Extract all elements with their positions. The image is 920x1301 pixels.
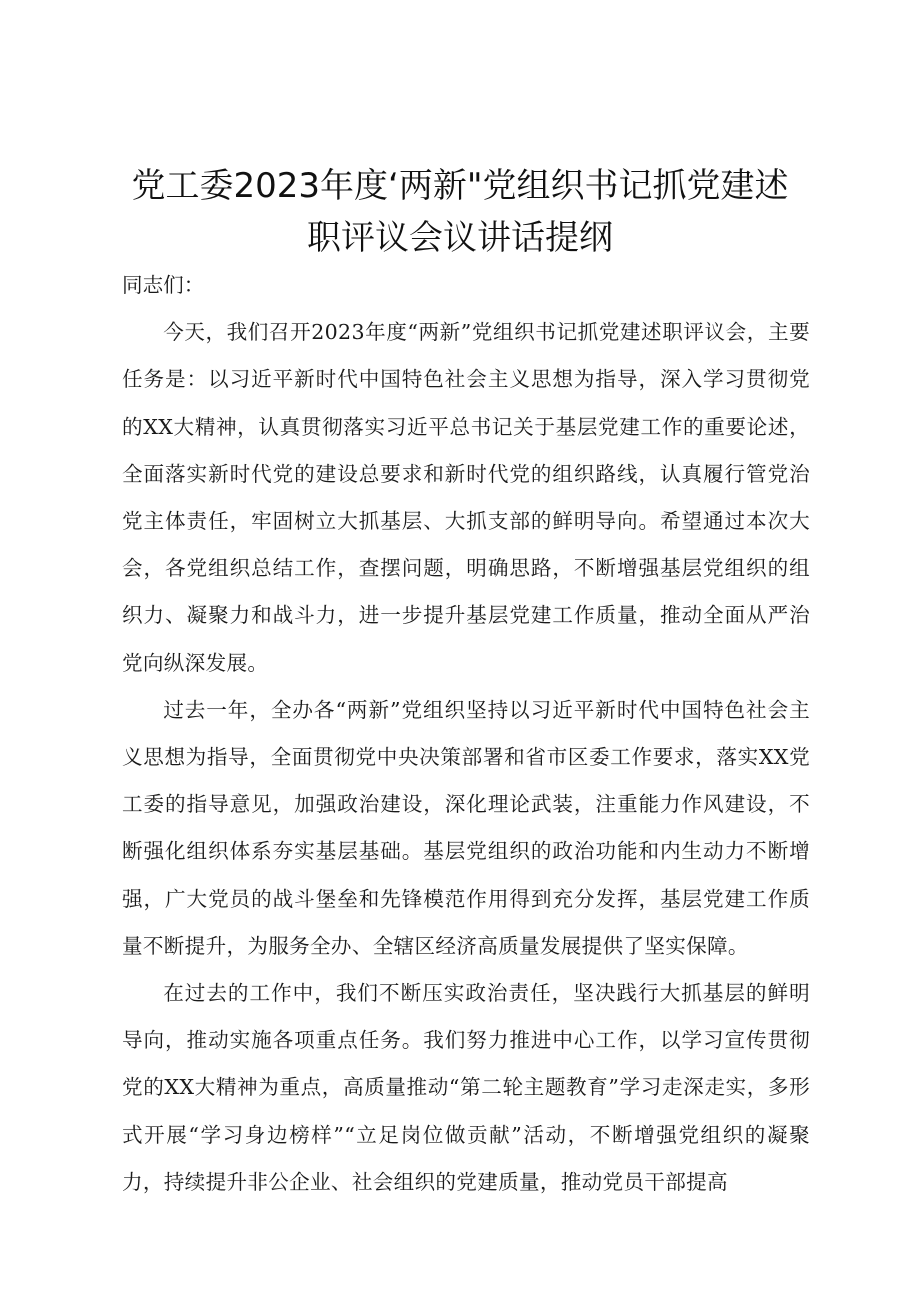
paragraph-3: 在过去的工作中，我们不断压实政治责任，坚决践行大抓基层的鲜明导向，推动实施各项重点任务。我们努力推进中心工作，以学习宣传贯彻党的XX大精神为重点，高质量推动“第二轮主题教育”学习走深走实，多形式开展“学习身边榜样”“立足岗位做贡献”活动，不断增强党组织的凝聚力，持续提升非公企业、社会组织的党建质量，推动党员干部提高 bbox=[122, 981, 810, 1194]
document-body bbox=[122, 262, 810, 1206]
document-title bbox=[110, 160, 810, 264]
salutation: 同志们： bbox=[122, 273, 205, 297]
title-line-2: 职评议会议讲话提纲 bbox=[307, 218, 613, 258]
title-line-1: 党工委2023年度‘两新"党组织书记抓党建述 bbox=[131, 166, 789, 206]
paragraph-2: 过去一年，全办各“两新”党组织坚持以习近平新时代中国特色社会主义思想为指导，全面贯彻党中央决策部署和省市区委工作要求，落实XX党工委的指导意见，加强政治建设，深化理论武装，注重能力作风建设，不断强化组织体系夯实基层基础。基层党组织的政治功能和内生动力不断增强，广大党员的战斗堡垒和先锋模范作用得到充分发挥，基层党建工作质量不断提升，为服务全办、全辖区经济高质量发展提供了坚实保障。 bbox=[122, 697, 810, 958]
paragraph-1: 今天，我们召开2023年度“两新”党组织书记抓党建述职评议会，主要任务是：以习近平新时代中国特色社会主义思想为指导，深入学习贯彻党的XX大精神，认真贯彻落实习近平总书记关于基层党建工作的重要论述，全面落实新时代党的建设总要求和新时代党的组织路线，认真履行管党治党主体责任，牢固树立大抓基层、大抓支部的鲜明导向。希望通过本次大会，各党组织总结工作，查摆问题，明确思路，不断增强基层党组织的组织力、凝聚力和战斗力，进一步提升基层党建工作质量，推动全面从严治党向纵深发展。 bbox=[122, 320, 810, 675]
